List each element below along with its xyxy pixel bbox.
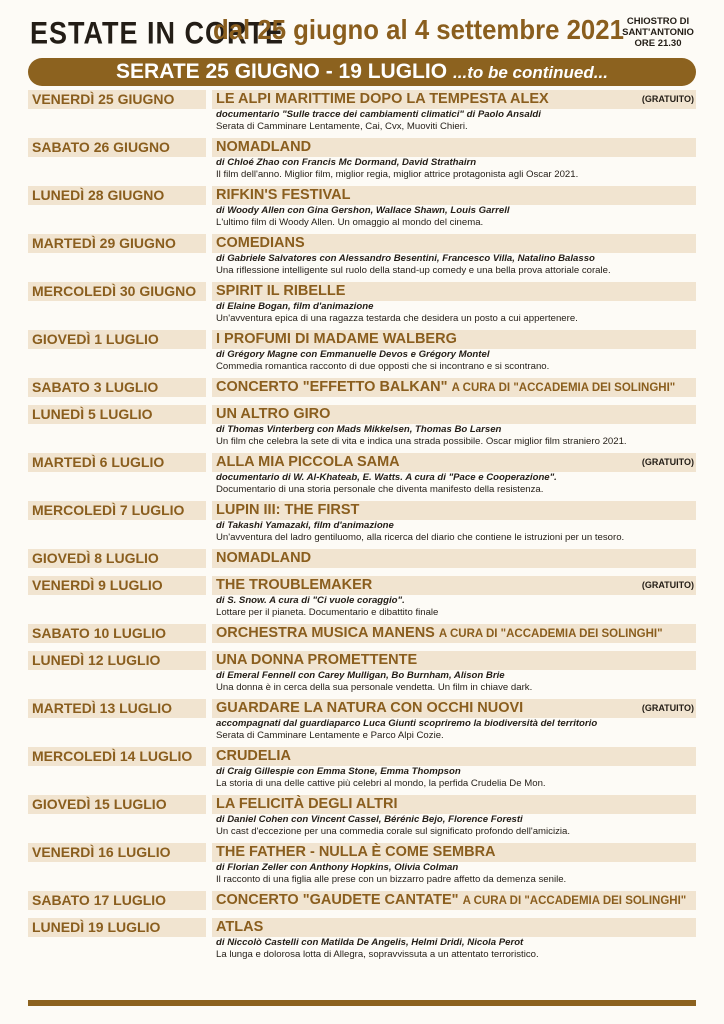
event-description [216, 670, 696, 699]
event-credit: di Elaine Bogan, film d'animazione [216, 301, 374, 312]
event-credit: accompagnati dal guardiaparco Luca Giunti scopriremo la biodiversità del territorio [216, 718, 598, 729]
event-title: SPIRIT IL RIBELLE [216, 283, 346, 299]
event-title-cell [212, 330, 696, 349]
event-description [216, 472, 696, 501]
event-title: UN ALTRO GIRO [216, 406, 331, 422]
event-note: Il film dell'anno. Miglior film, miglior regia, miglior attrice protagonista agli Oscar 2021. [216, 169, 579, 180]
event-title-cell [212, 405, 696, 424]
event-title-cell [212, 501, 696, 520]
banner-text: SERATE 25 GIUGNO - 19 LUGLIO [116, 60, 448, 83]
event-note: Commedia romantica racconto di due opposti che si incontrano e si scontrano. [216, 361, 550, 372]
event-title: CONCERTO [216, 892, 299, 908]
event-bar [28, 501, 696, 520]
event-title-cell [212, 138, 696, 157]
event-note: La lunga e dolorosa lotta di Allegra, sopravvissuta a un attentato terroristico. [216, 949, 539, 960]
event-description [216, 766, 696, 795]
event-row [28, 576, 696, 624]
event-description [216, 862, 696, 891]
event-note: Una donna è in cerca della sua personale vendetta. Un film in chiave dark. [216, 682, 533, 693]
event-title: LE ALPI MARITTIME DOPO LA TEMPESTA ALEX [216, 91, 549, 107]
event-row [28, 501, 696, 549]
event-date: LUNEDÌ 12 LUGLIO [28, 651, 206, 670]
event-bar [28, 453, 696, 472]
event-bar [28, 843, 696, 862]
event-row [28, 843, 696, 891]
event-credit: di Niccolò Castelli con Matilda De Angelis, Helmi Dridi, Nicola Perot [216, 937, 524, 948]
free-badge: (GRATUITO) [641, 94, 694, 104]
event-date: MERCOLEDÌ 7 LUGLIO [28, 501, 206, 520]
event-list [28, 90, 696, 966]
period-banner [28, 58, 696, 86]
event-note: Un'avventura del ladro gentiluomo, alla ricerca del diario che contiene le istruzioni per un tesoro. [216, 532, 625, 543]
event-note: Un film che celebra la sete di vita e indica una strada possibile. Oscar miglior film straniero 2021. [216, 436, 627, 447]
event-note: L'ultimo film di Woody Allen. Un omaggio al mondo del cinema. [216, 217, 484, 228]
event-bar [28, 747, 696, 766]
event-date: LUNEDÌ 5 LUGLIO [28, 405, 206, 424]
event-organizer: A CURA DI "ACCADEMIA DEI SOLINGHI" [462, 895, 687, 907]
event-title-cell [212, 624, 696, 643]
footer-bar [28, 1000, 696, 1006]
event-description [216, 910, 696, 918]
event-row [28, 378, 696, 405]
event-title: NOMADLAND [216, 139, 312, 155]
event-credit: documentario di W. Al-Khateab, E. Watts. A cura di "Pace e Cooperazione". [216, 472, 557, 483]
event-date: VENERDÌ 16 LUGLIO [28, 843, 206, 862]
event-row [28, 651, 696, 699]
event-date: MERCOLEDÌ 30 GIUGNO [28, 282, 206, 301]
event-title-cell [212, 795, 696, 814]
event-bar [28, 795, 696, 814]
event-title-cell [212, 90, 696, 109]
event-note: Un cast d'eccezione per una commedia corale sul significato profondo dell'amicizia. [216, 826, 571, 837]
event-title: RIFKIN'S FESTIVAL [216, 187, 351, 203]
event-title: COMEDIANS [216, 235, 305, 251]
event-description [216, 814, 696, 843]
event-credit: di Woody Allen con Gina Gershon, Wallace Shawn, Louis Garrell [216, 205, 510, 216]
event-bar [28, 330, 696, 349]
event-description [216, 595, 696, 624]
brand-title: ESTATE IN CORTE [30, 16, 285, 51]
event-description [216, 397, 696, 405]
free-badge: (GRATUITO) [641, 580, 694, 590]
event-subtitle: "GAUDETE CANTATE" [302, 892, 459, 908]
location-line: CHIOSTRO DI [626, 16, 690, 27]
event-bar [28, 378, 696, 397]
event-subtitle: "EFFETTO BALKAN" [302, 379, 448, 395]
event-title: NOMADLAND [216, 550, 312, 566]
event-title-cell [212, 891, 696, 910]
event-bar [28, 90, 696, 109]
event-bar [28, 186, 696, 205]
event-note: La storia di una delle cattive più celebri al mondo, la perfida Crudelia De Mon. [216, 778, 546, 789]
event-bar [28, 549, 696, 568]
event-row [28, 918, 696, 966]
event-title-cell [212, 234, 696, 253]
location-line: SANT'ANTONIO [622, 27, 694, 38]
event-date: SABATO 10 LUGLIO [28, 624, 206, 643]
event-bar [28, 891, 696, 910]
event-row [28, 699, 696, 747]
event-bar [28, 138, 696, 157]
event-bar [28, 918, 696, 937]
free-badge: (GRATUITO) [641, 457, 694, 467]
event-credit: di Florian Zeller con Anthony Hopkins, Olivia Colman [216, 862, 459, 873]
event-title-cell [212, 378, 696, 397]
event-title: ALLA MIA PICCOLA SAMA [216, 454, 400, 470]
location-info [610, 16, 706, 49]
event-title: CONCERTO [216, 379, 299, 395]
event-date: MARTEDÌ 29 GIUGNO [28, 234, 206, 253]
event-credit: di Takashi Yamazaki, film d'animazione [216, 520, 394, 531]
event-bar [28, 234, 696, 253]
event-title: GUARDARE LA NATURA CON OCCHI NUOVI [216, 700, 524, 716]
event-date: GIOVEDÌ 15 LUGLIO [28, 795, 206, 814]
event-title-cell [212, 549, 696, 568]
event-title-cell [212, 651, 696, 670]
event-title: ORCHESTRA MUSICA MANENS [216, 625, 435, 641]
event-bar [28, 651, 696, 670]
event-description [216, 301, 696, 330]
event-credit: di S. Snow. A cura di "Ci vuole coraggio". [216, 595, 405, 606]
event-credit: di Gabriele Salvatores con Alessandro Besentini, Francesco Villa, Natalino Balasso [216, 253, 595, 264]
event-description [216, 520, 696, 549]
event-credit: di Thomas Vinterberg con Mads Mikkelsen, Thomas Bo Larsen [216, 424, 502, 435]
event-date: LUNEDÌ 19 LUGLIO [28, 918, 206, 937]
event-row [28, 282, 696, 330]
banner-continued: ...to be continued... [453, 63, 608, 82]
event-row [28, 795, 696, 843]
event-credit: di Daniel Cohen con Vincent Cassel, Bérénic Bejo, Florence Foresti [216, 814, 523, 825]
event-bar [28, 624, 696, 643]
event-credit: di Emeral Fennell con Carey Mulligan, Bo Burnham, Alison Brie [216, 670, 505, 681]
event-date: MERCOLEDÌ 14 LUGLIO [28, 747, 206, 766]
event-date: MARTEDÌ 6 LUGLIO [28, 453, 206, 472]
event-row [28, 624, 696, 651]
event-title-cell [212, 282, 696, 301]
event-bar [28, 699, 696, 718]
event-row [28, 891, 696, 918]
event-date: GIOVEDÌ 1 LUGLIO [28, 330, 206, 349]
event-title: I PROFUMI DI MADAME WALBERG [216, 331, 457, 347]
event-date: LUNEDÌ 28 GIUGNO [28, 186, 206, 205]
event-date: VENERDÌ 9 LUGLIO [28, 576, 206, 595]
event-row [28, 90, 696, 138]
event-row [28, 234, 696, 282]
event-title: ATLAS [216, 919, 264, 935]
event-description [216, 568, 696, 576]
event-note: Una riflessione intelligente sul ruolo della stand-up comedy e una bella prova attoriale corale. [216, 265, 611, 276]
event-title-cell [212, 843, 696, 862]
event-description [216, 109, 696, 138]
event-credit: di Craig Gillespie con Emma Stone, Emma Thompson [216, 766, 461, 777]
event-description [216, 253, 696, 282]
event-description [216, 643, 696, 651]
event-credit: documentario "Sulle tracce dei cambiamenti climatici" di Paolo Ansaldi [216, 109, 541, 120]
event-row [28, 405, 696, 453]
event-note: Il racconto di una figlia alle prese con un bizzarro padre affetto da demenza senile. [216, 874, 567, 885]
event-bar [28, 576, 696, 595]
event-date: SABATO 3 LUGLIO [28, 378, 206, 397]
event-note: Lottare per il pianeta. Documentario e dibattito finale [216, 607, 439, 618]
event-title: UNA DONNA PROMETTENTE [216, 652, 418, 668]
event-title-cell [212, 747, 696, 766]
event-credit: di Chloé Zhao con Francis Mc Dormand, David Strathairn [216, 157, 477, 168]
event-title: LA FELICITÀ DEGLI ALTRI [216, 796, 398, 812]
event-description [216, 349, 696, 378]
event-credit: di Grégory Magne con Emmanuelle Devos e Grégory Montel [216, 349, 490, 360]
event-row [28, 549, 696, 576]
event-description [216, 157, 696, 186]
event-organizer: A CURA DI "ACCADEMIA DEI SOLINGHI" [451, 382, 676, 394]
event-title: CRUDELIA [216, 748, 291, 764]
event-note: Documentario di una storia personale che diventa manifesto della resistenza. [216, 484, 544, 495]
event-date: MARTEDÌ 13 LUGLIO [28, 699, 206, 718]
event-description [216, 718, 696, 747]
event-description [216, 937, 696, 966]
event-row [28, 138, 696, 186]
event-title-cell [212, 576, 696, 595]
event-date: SABATO 17 LUGLIO [28, 891, 206, 910]
time-line: ORE 21.30 [634, 38, 682, 49]
event-title: THE FATHER - NULLA È COME SEMBRA [216, 844, 496, 860]
event-description [216, 205, 696, 234]
event-title: LUPIN III: THE FIRST [216, 502, 360, 518]
event-note: Serata di Camminare Lentamente, Cai, Cvx, Muoviti Chieri. [216, 121, 468, 132]
event-title-cell [212, 186, 696, 205]
event-title: THE TROUBLEMAKER [216, 577, 373, 593]
event-note: Serata di Camminare Lentamente e Parco Alpi Cozie. [216, 730, 444, 741]
event-row [28, 186, 696, 234]
free-badge: (GRATUITO) [641, 703, 694, 713]
event-title-cell [212, 699, 696, 718]
event-date: VENERDÌ 25 GIUGNO [28, 90, 206, 109]
event-note: Un'avventura epica di una ragazza testarda che desidera un posto a cui appertenere. [216, 313, 578, 324]
event-row [28, 330, 696, 378]
event-description [216, 424, 696, 453]
event-date: SABATO 26 GIUGNO [28, 138, 206, 157]
event-title-cell [212, 453, 696, 472]
event-title-cell [212, 918, 696, 937]
event-row [28, 747, 696, 795]
dates-title: dal 25 giugno al 4 settembre 2021 [213, 14, 624, 45]
event-row [28, 453, 696, 501]
event-date: GIOVEDÌ 8 LUGLIO [28, 549, 206, 568]
event-bar [28, 405, 696, 424]
event-organizer: A CURA DI "ACCADEMIA DEI SOLINGHI" [438, 628, 663, 640]
event-bar [28, 282, 696, 301]
